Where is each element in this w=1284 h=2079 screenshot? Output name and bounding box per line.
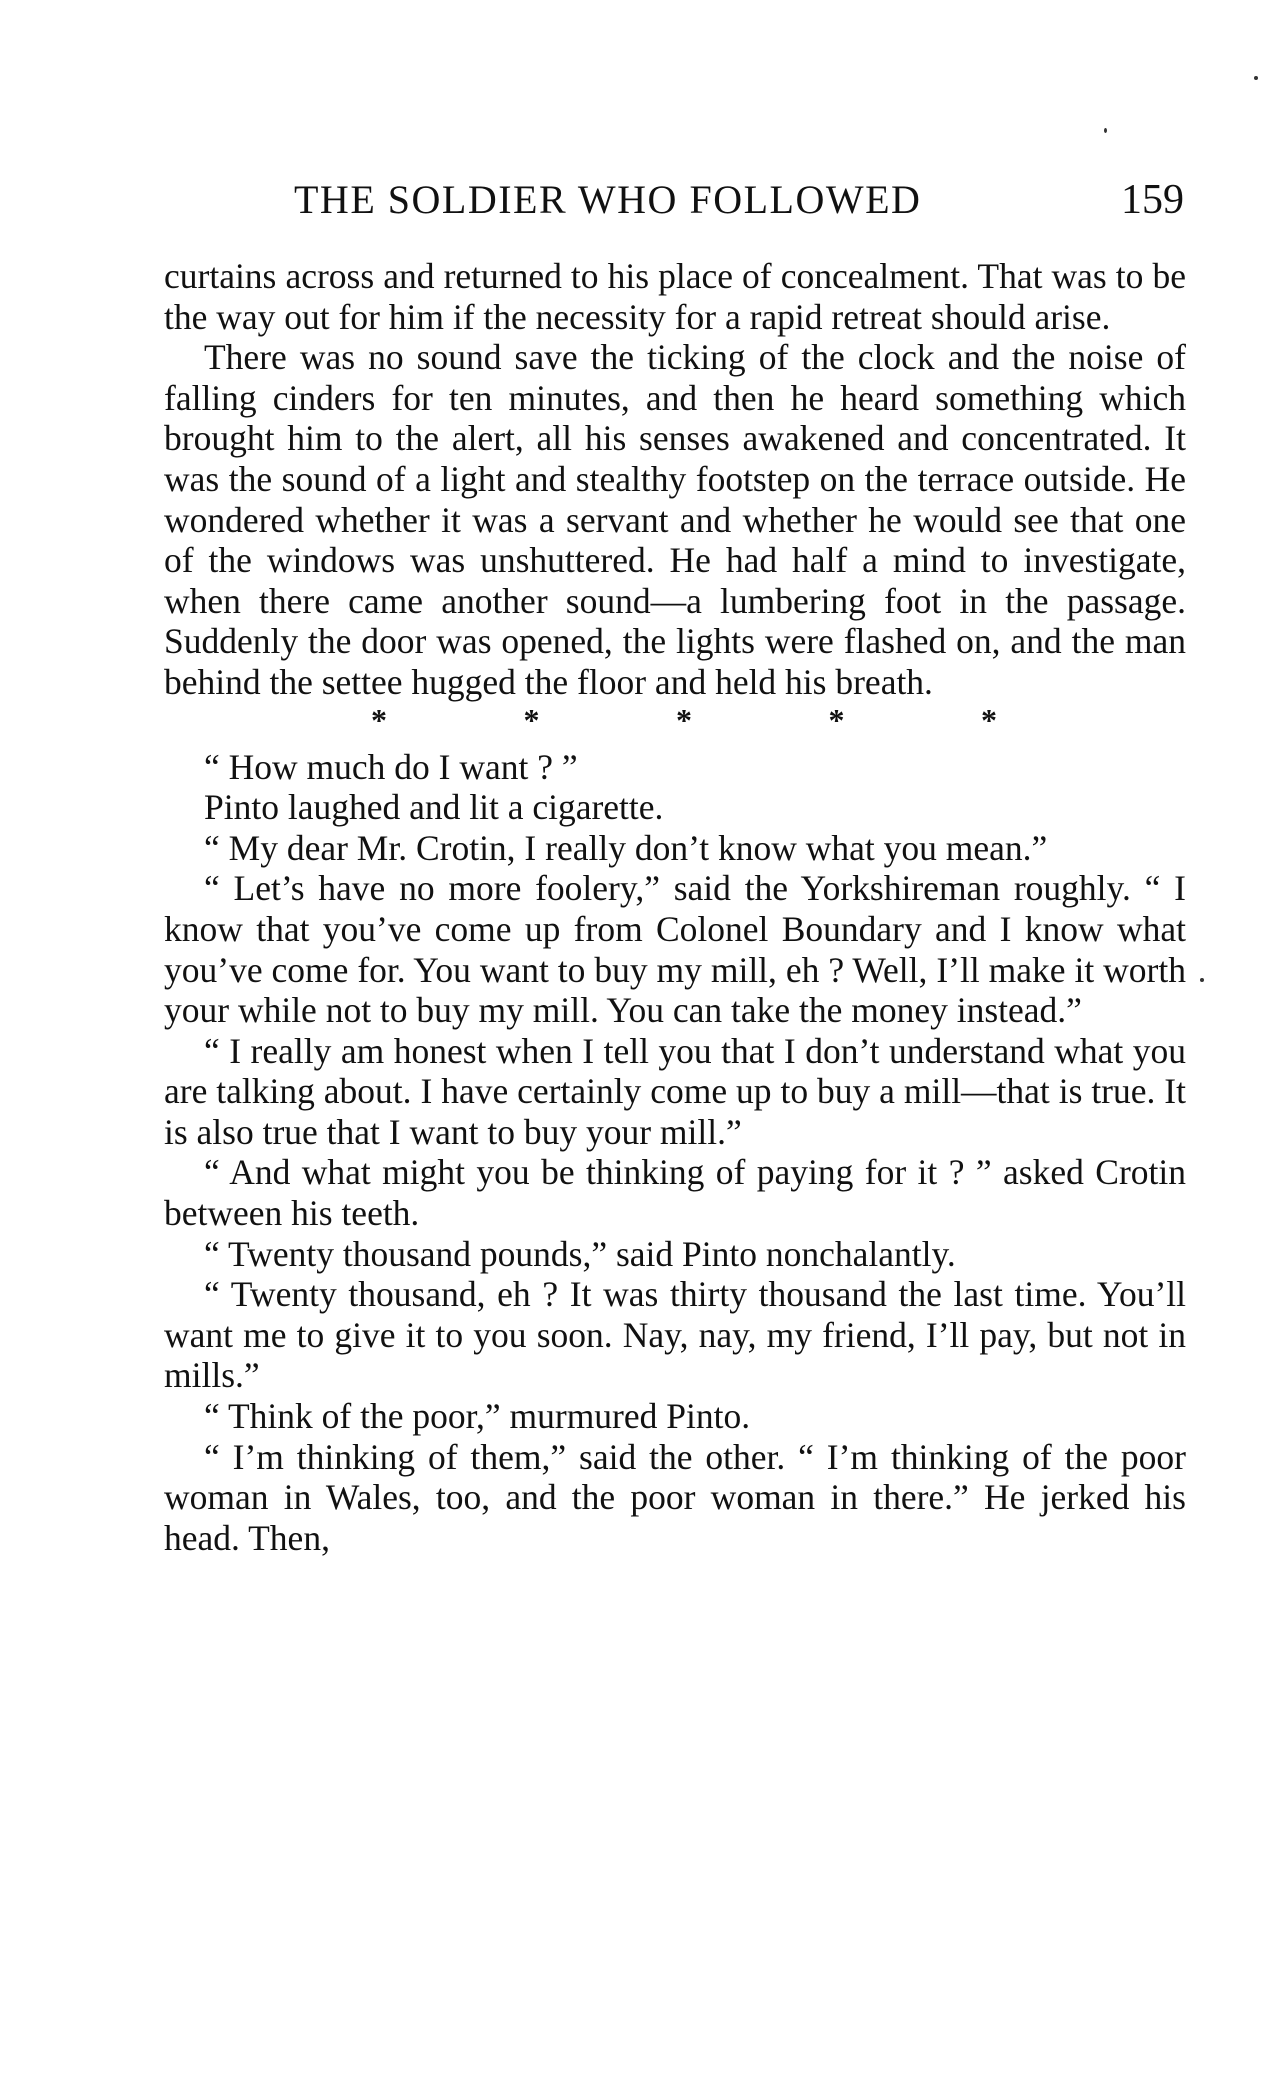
running-head: THE SOLDIER WHO FOLLOWED bbox=[294, 177, 922, 222]
page-number: 159 bbox=[1121, 177, 1184, 223]
section-break-asterisk: * bbox=[676, 701, 692, 738]
section-break bbox=[364, 701, 1004, 741]
paragraph: “ Twenty thousand, eh ? It was thirty thousand the last time. You’ll want me to give it to you soon. Nay, nay, my friend, I’ll pay, but not in mills.” bbox=[164, 1274, 1186, 1396]
paragraph: curtains across and returned to his place of concealment. That was to be the way out for him if the necessity for a rapid retreat should arise. bbox=[164, 256, 1186, 337]
section-break-asterisk: * bbox=[828, 701, 845, 738]
page-header bbox=[164, 170, 1204, 230]
section-break-asterisk: * bbox=[523, 701, 540, 738]
paragraph: Pinto laughed and lit a cigarette. bbox=[204, 787, 664, 828]
section-break-asterisk: * bbox=[981, 701, 997, 738]
paragraph: “ How much do I want ? ” bbox=[204, 746, 578, 787]
ink-speck bbox=[1104, 128, 1107, 133]
paragraph: “ And what might you be thinking of paying for it ? ” asked Crotin between his teeth. bbox=[164, 1152, 1186, 1234]
paragraph: “ I’m thinking of them,” said the other. “ I’m thinking of the poor woman in Wales, too, and the poor woman in there.” He jerked his head. Then, bbox=[164, 1436, 1186, 1558]
body-text bbox=[164, 256, 1186, 1558]
paragraph: “ Let’s have no more foolery,” said the Yorkshireman roughly. “ I know that you’ve come up from Colonel Boundary and I know what you’ve come for. You want to buy my mill, eh ? Well, I’ll make it worth your while not to buy my mill. You can take the money instead.” bbox=[164, 868, 1186, 1031]
paragraph: “ I really am honest when I tell you that I don’t understand what you are talking about. I have certainly come up to buy a mill—that is true. It is also true that I want to buy your mill.” bbox=[164, 1030, 1186, 1152]
ink-speck bbox=[1254, 76, 1258, 80]
section-break-asterisk: * bbox=[371, 701, 387, 738]
paragraph: “ Think of the poor,” murmured Pinto. bbox=[204, 1396, 751, 1437]
ink-speck bbox=[1200, 978, 1204, 982]
paragraph: There was no sound save the ticking of the clock and the noise of falling cinders for ten minutes, and then he heard something which brought him to the alert, all his senses awakened and concentrated. It was the sound of a light and stealthy footstep on the terrace outside. He wondered whether it was a servant and whether he would see that one of the windows was unshuttered. He had half a mind to investigate, when there came another sound—a lumbering foot in the passage. Suddenly the door was opened, the lights were flashed on, and the man behind the settee hugged the floor and held his breath. bbox=[164, 337, 1186, 702]
paragraph: “ My dear Mr. Crotin, I really don’t know what you mean.” bbox=[204, 827, 1048, 868]
paragraph: “ Twenty thousand pounds,” said Pinto nonchalantly. bbox=[204, 1233, 956, 1274]
